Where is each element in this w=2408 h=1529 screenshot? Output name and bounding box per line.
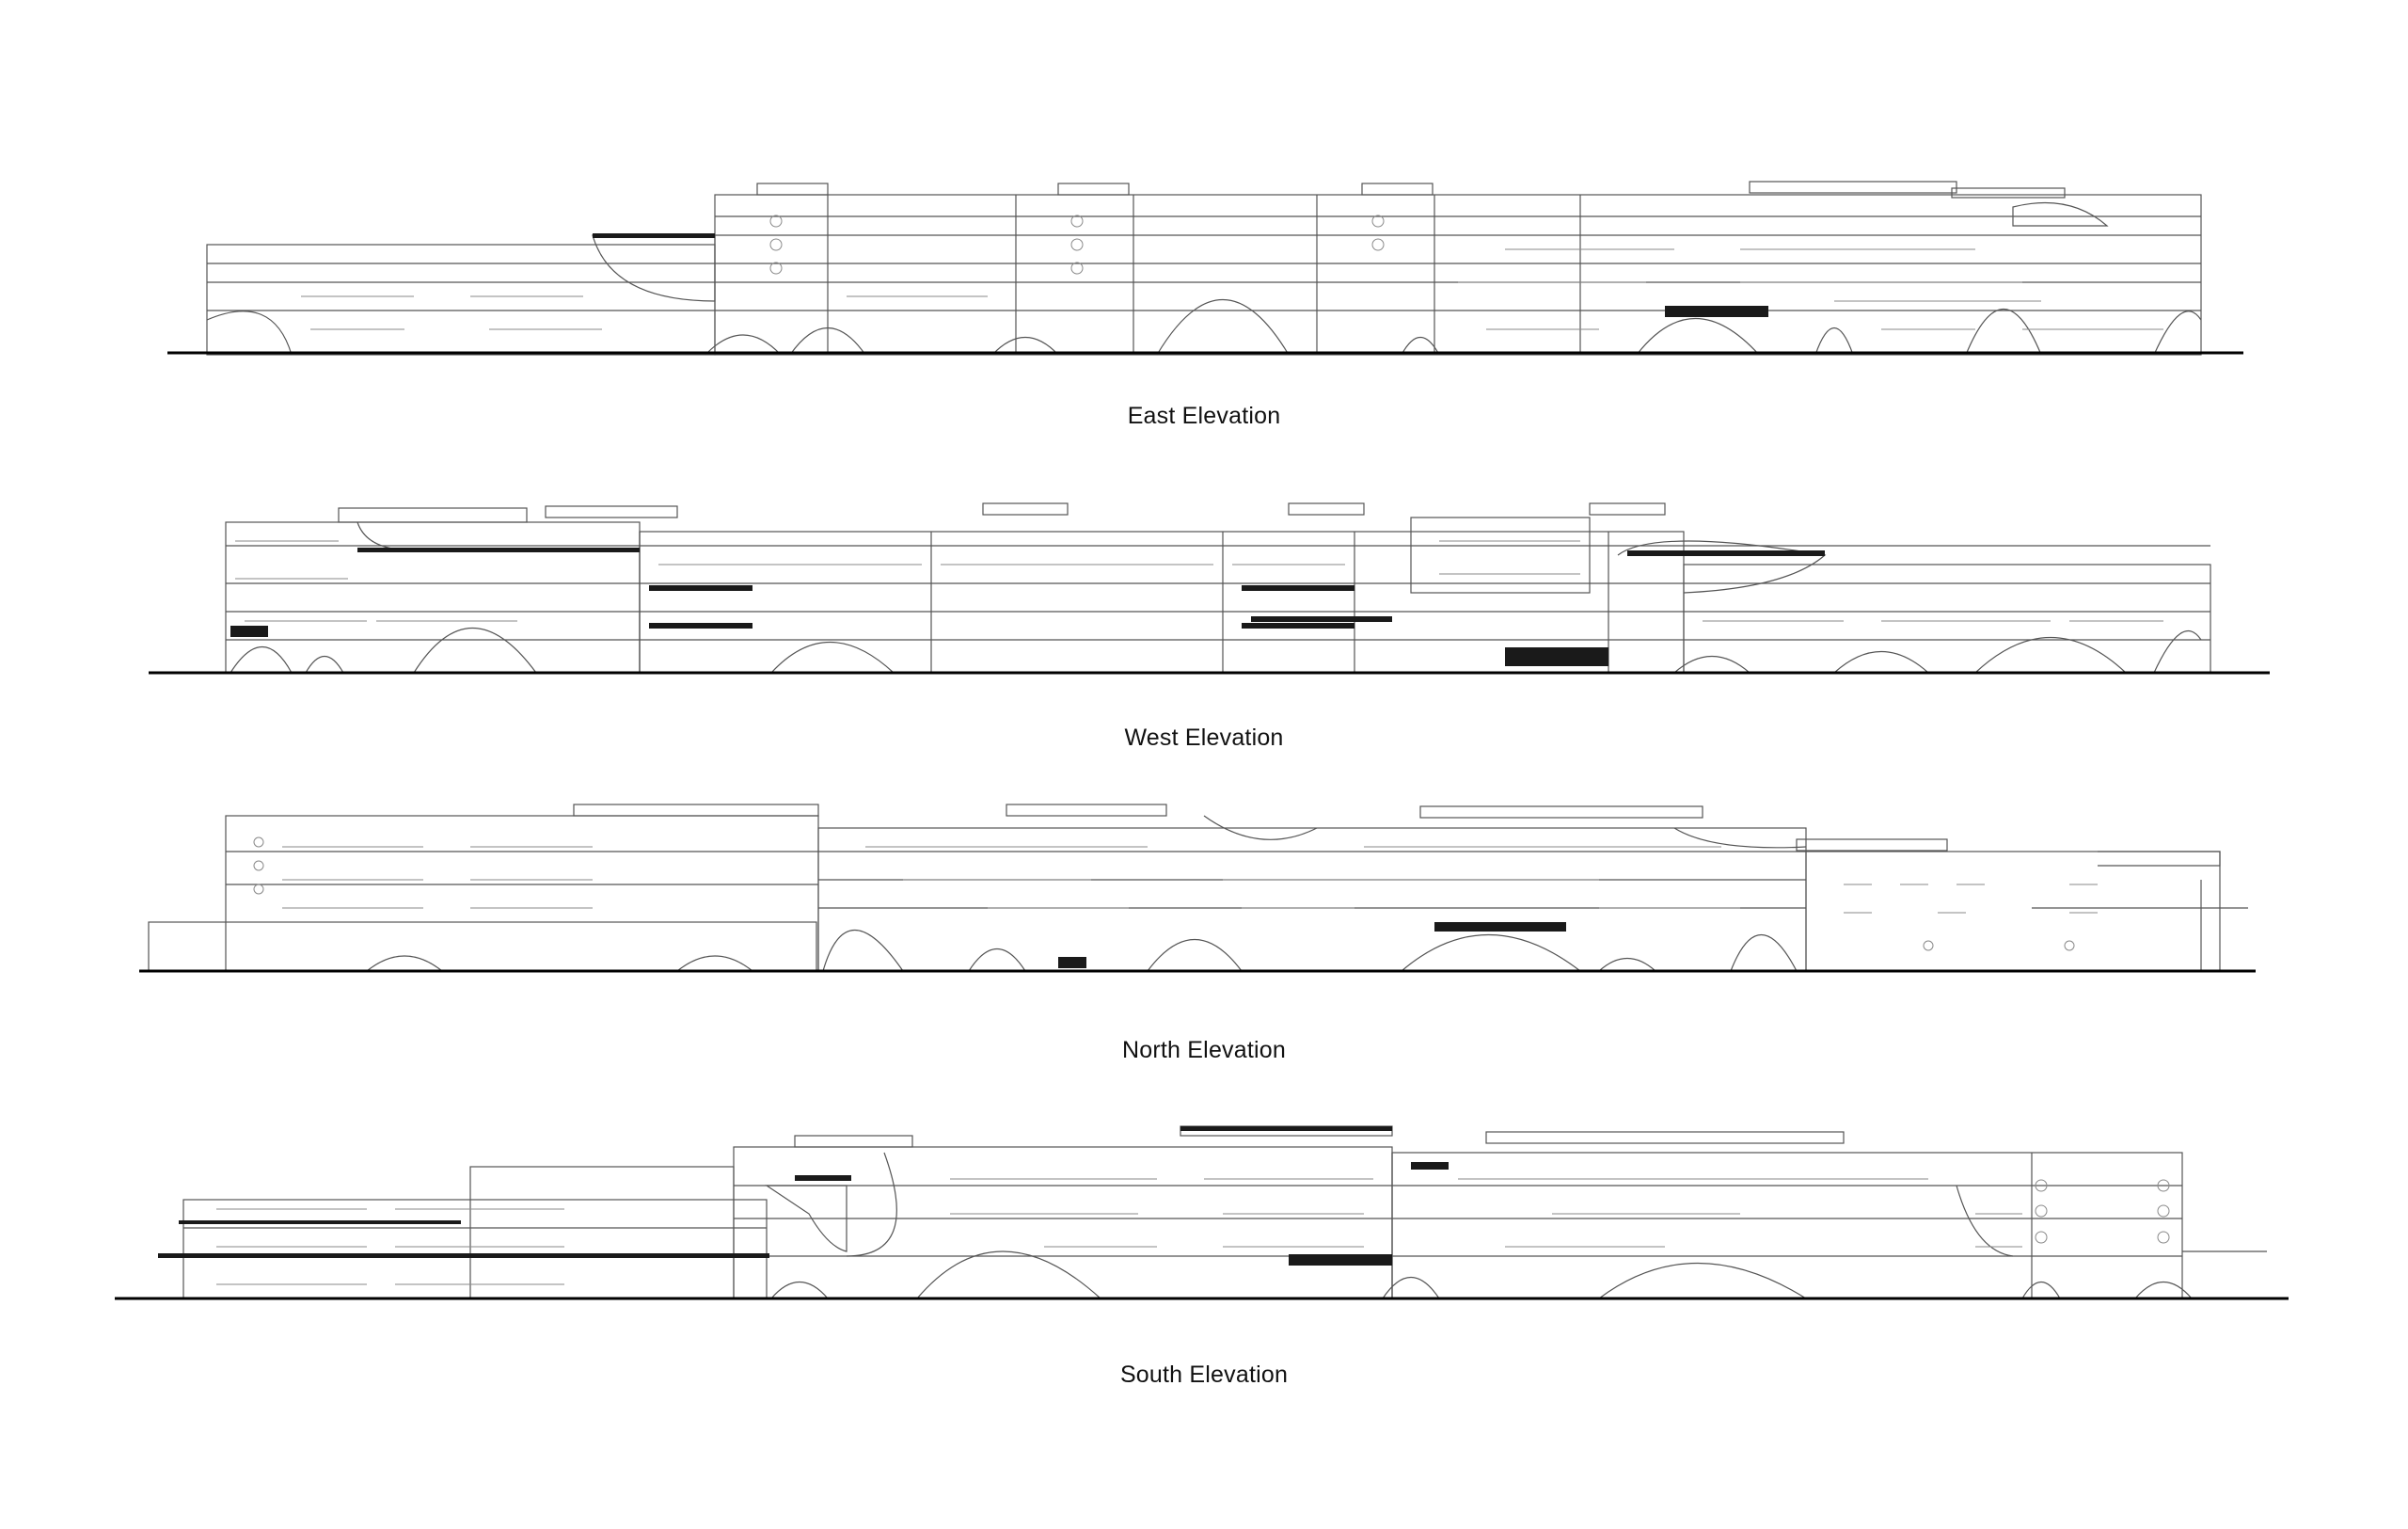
south-elevation-svg bbox=[0, 1115, 2408, 1303]
south-elevation-drawing bbox=[0, 1115, 2408, 1303]
west-elevation-svg bbox=[0, 470, 2408, 677]
north-elevation-caption: North Elevation bbox=[1122, 1037, 1286, 1063]
south-elevation-caption: South Elevation bbox=[1119, 1362, 1289, 1388]
north-elevation-svg bbox=[0, 795, 2408, 974]
east-elevation-svg bbox=[0, 141, 2408, 358]
east-elevation-caption: East Elevation bbox=[1127, 403, 1281, 429]
north-elevation-drawing bbox=[0, 795, 2408, 974]
west-elevation-drawing bbox=[0, 470, 2408, 677]
west-elevation-caption: West Elevation bbox=[1124, 725, 1284, 751]
east-elevation-drawing bbox=[0, 141, 2408, 358]
